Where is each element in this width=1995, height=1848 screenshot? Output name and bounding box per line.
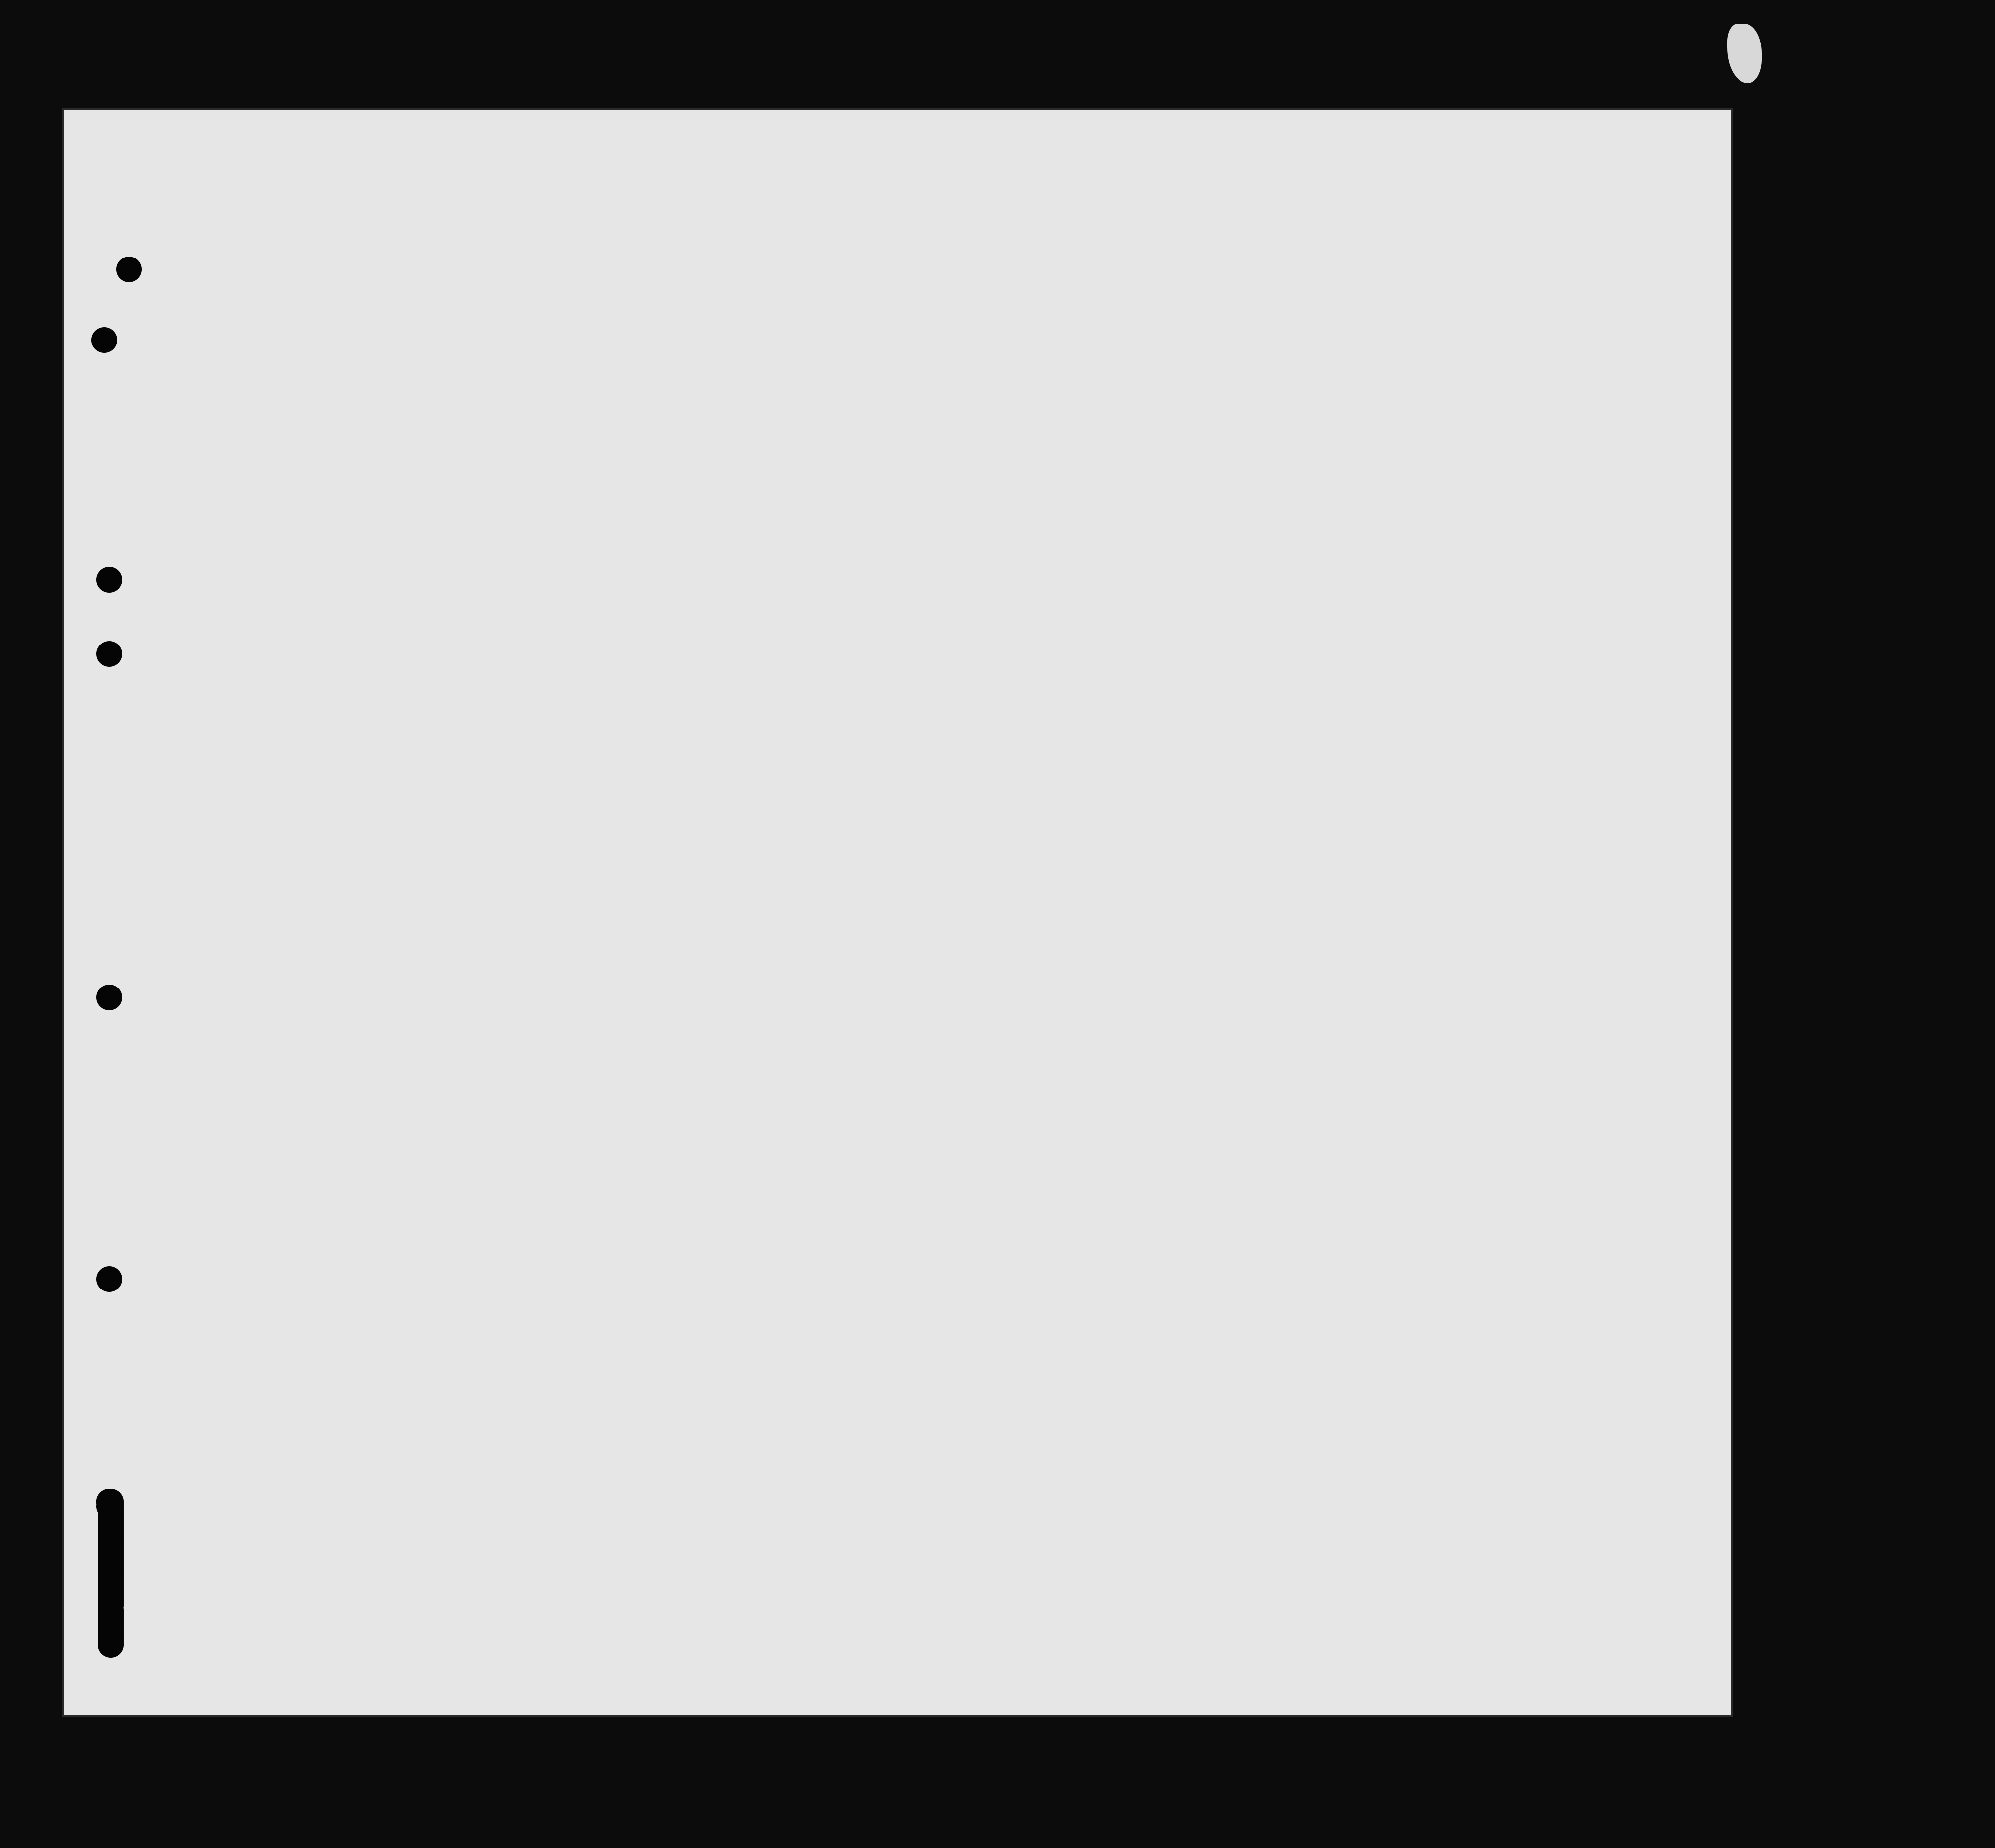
punch-hole [98, 1632, 124, 1658]
punch-hole [116, 257, 142, 282]
torn-paper-fragment [1727, 24, 1762, 83]
punch-hole [96, 641, 122, 667]
punch-hole [91, 327, 117, 353]
punch-hole [96, 1266, 122, 1292]
punch-hole [96, 567, 122, 593]
punch-hole [96, 985, 122, 1010]
manifest-sheet [64, 110, 1731, 1715]
